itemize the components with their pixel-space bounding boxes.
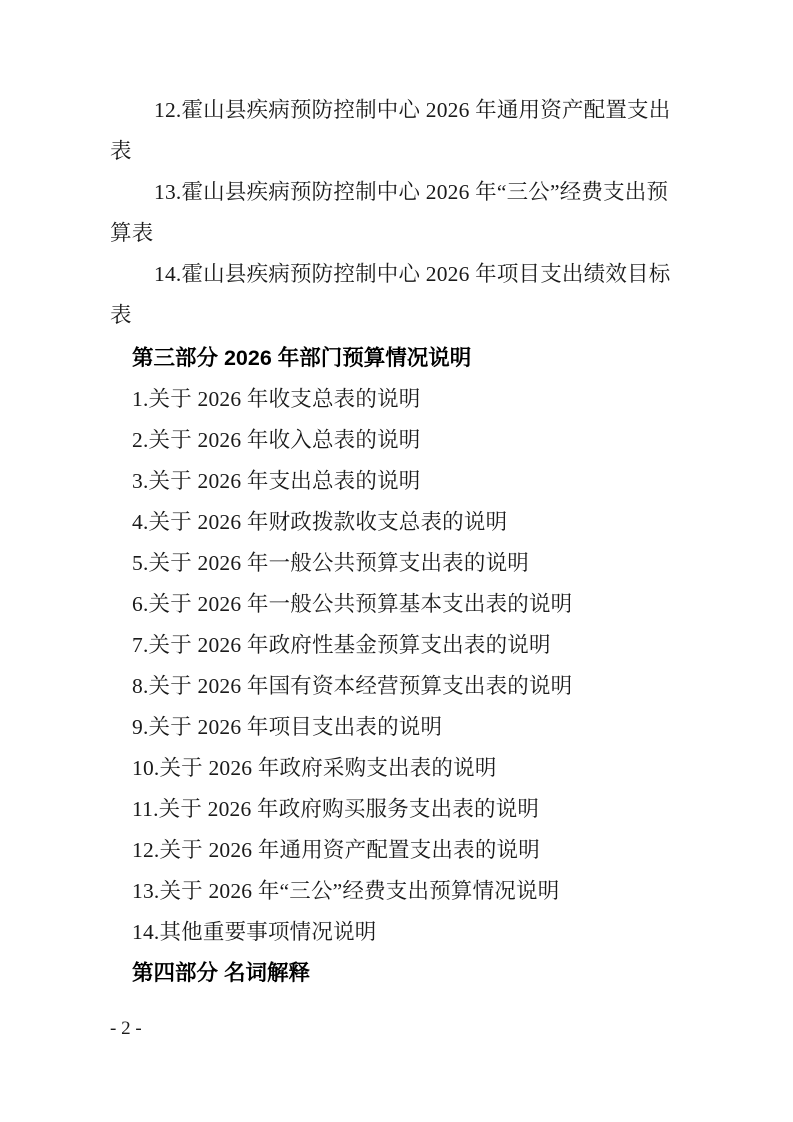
section-three-item: 12.关于 2026 年通用资产配置支出表的说明 xyxy=(132,838,540,862)
section-three-item: 6.关于 2026 年一般公共预算基本支出表的说明 xyxy=(132,592,573,616)
section-three-item: 10.关于 2026 年政府采购支出表的说明 xyxy=(132,756,497,780)
page-content xyxy=(110,90,685,994)
section-three-item: 9.关于 2026 年项目支出表的说明 xyxy=(132,715,443,739)
section-three-item: 8.关于 2026 年国有资本经营预算支出表的说明 xyxy=(132,674,573,698)
page-number: - 2 - xyxy=(110,1018,142,1039)
section-three-item: 11.关于 2026 年政府购买服务支出表的说明 xyxy=(132,797,540,821)
toc-item: 14.霍山县疾病预防控制中心 2026 年项目支出绩效目标表 xyxy=(110,262,671,327)
section-three-item: 7.关于 2026 年政府性基金预算支出表的说明 xyxy=(132,633,551,657)
toc-item: 12.霍山县疾病预防控制中心 2026 年通用资产配置支出表 xyxy=(110,98,671,163)
toc-item: 13.霍山县疾病预防控制中心 2026 年“三公”经费支出预算表 xyxy=(110,180,669,245)
section-four-heading: 第四部分 名词解释 xyxy=(132,961,310,985)
section-three-item: 5.关于 2026 年一般公共预算支出表的说明 xyxy=(132,551,529,575)
section-three-item: 13.关于 2026 年“三公”经费支出预算情况说明 xyxy=(132,879,560,903)
section-three-item: 4.关于 2026 年财政拨款收支总表的说明 xyxy=(132,510,508,534)
section-three-item: 1.关于 2026 年收支总表的说明 xyxy=(132,387,421,411)
section-three-item: 2.关于 2026 年收入总表的说明 xyxy=(132,428,421,452)
section-three-heading: 第三部分 2026 年部门预算情况说明 xyxy=(132,346,472,370)
section-three-item: 14.其他重要事项情况说明 xyxy=(132,920,377,944)
section-three-item: 3.关于 2026 年支出总表的说明 xyxy=(132,469,421,493)
